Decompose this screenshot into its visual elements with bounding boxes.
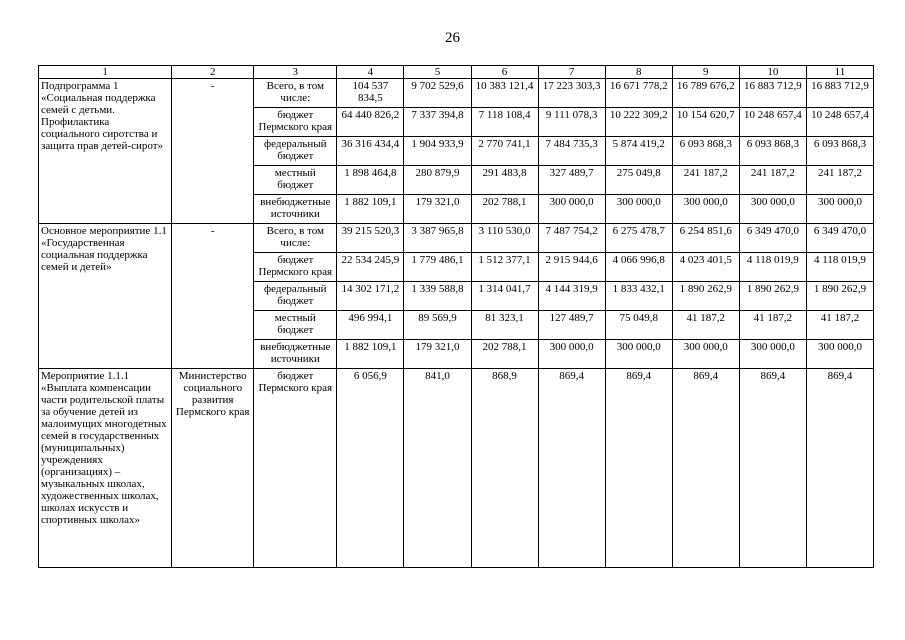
- amount-cell: 4 023 401,5: [672, 253, 739, 282]
- amount-cell: 280 879,9: [404, 166, 471, 195]
- column-header: 4: [337, 66, 404, 79]
- executor: -: [172, 224, 254, 369]
- amount-cell: 496 994,1: [337, 311, 404, 340]
- amount-cell: 6 254 851,6: [672, 224, 739, 253]
- amount-cell: 22 534 245,9: [337, 253, 404, 282]
- amount-cell: 5 874 419,2: [605, 137, 672, 166]
- amount-cell: 869,4: [538, 369, 605, 568]
- funding-source: местный бюджет: [254, 166, 337, 195]
- amount-cell: 17 223 303,3: [538, 79, 605, 108]
- amount-cell: 127 489,7: [538, 311, 605, 340]
- amount-cell: 1 890 262,9: [672, 282, 739, 311]
- amount-cell: 327 489,7: [538, 166, 605, 195]
- amount-cell: 300 000,0: [806, 195, 873, 224]
- amount-cell: 300 000,0: [672, 340, 739, 369]
- amount-cell: 868,9: [471, 369, 538, 568]
- funding-source: местный бюджет: [254, 311, 337, 340]
- column-header: 7: [538, 66, 605, 79]
- header-row: [39, 66, 874, 79]
- amount-cell: 41 187,2: [806, 311, 873, 340]
- amount-cell: 10 383 121,4: [471, 79, 538, 108]
- amount-cell: 104 537 834,5: [337, 79, 404, 108]
- funding-source: Всего, в том числе:: [254, 79, 337, 108]
- amount-cell: 10 248 657,4: [739, 108, 806, 137]
- amount-cell: 6 349 470,0: [806, 224, 873, 253]
- amount-cell: 7 487 754,2: [538, 224, 605, 253]
- amount-cell: 3 110 530,0: [471, 224, 538, 253]
- amount-cell: 41 187,2: [672, 311, 739, 340]
- amount-cell: 1 314 041,7: [471, 282, 538, 311]
- column-header: 2: [172, 66, 254, 79]
- funding-source: федеральный бюджет: [254, 137, 337, 166]
- column-header: 11: [806, 66, 873, 79]
- amount-cell: 16 883 712,9: [806, 79, 873, 108]
- amount-cell: 10 154 620,7: [672, 108, 739, 137]
- amount-cell: 291 483,8: [471, 166, 538, 195]
- amount-cell: 6 093 868,3: [672, 137, 739, 166]
- funding-source: бюджет Пермского края: [254, 108, 337, 137]
- budget-table: [38, 65, 874, 568]
- amount-cell: 16 671 778,2: [605, 79, 672, 108]
- amount-cell: 7 484 735,3: [538, 137, 605, 166]
- column-header: 3: [254, 66, 337, 79]
- amount-cell: 4 144 319,9: [538, 282, 605, 311]
- amount-cell: 64 440 826,2: [337, 108, 404, 137]
- column-header: 8: [605, 66, 672, 79]
- amount-cell: 3 387 965,8: [404, 224, 471, 253]
- amount-cell: 75 049,8: [605, 311, 672, 340]
- amount-cell: 275 049,8: [605, 166, 672, 195]
- amount-cell: 89 569,9: [404, 311, 471, 340]
- column-header: 9: [672, 66, 739, 79]
- amount-cell: 300 000,0: [672, 195, 739, 224]
- executor: Министерство социального развития Пермского края: [172, 369, 254, 568]
- amount-cell: 869,4: [806, 369, 873, 568]
- amount-cell: 179 321,0: [404, 195, 471, 224]
- amount-cell: 1 890 262,9: [739, 282, 806, 311]
- amount-cell: 300 000,0: [739, 340, 806, 369]
- amount-cell: 14 302 171,2: [337, 282, 404, 311]
- column-header: 10: [739, 66, 806, 79]
- amount-cell: 6 093 868,3: [739, 137, 806, 166]
- amount-cell: 1 898 464,8: [337, 166, 404, 195]
- amount-cell: 16 883 712,9: [739, 79, 806, 108]
- program-name: Мероприятие 1.1.1 «Выплата компенсации части родительской платы за обучение детей из малоимущих многодетных семей в государственных (муниципальных) учреждениях (организациях) – музыкальных школах, художественных школах, школах искусств и спортивных школах»: [39, 369, 172, 568]
- amount-cell: 179 321,0: [404, 340, 471, 369]
- amount-cell: 1 882 109,1: [337, 340, 404, 369]
- amount-cell: 9 111 078,3: [538, 108, 605, 137]
- amount-cell: 6 349 470,0: [739, 224, 806, 253]
- amount-cell: 1 904 933,9: [404, 137, 471, 166]
- funding-source: федеральный бюджет: [254, 282, 337, 311]
- amount-cell: 2 770 741,1: [471, 137, 538, 166]
- funding-source: внебюджетные источники: [254, 195, 337, 224]
- funding-source: внебюджетные источники: [254, 340, 337, 369]
- table-row: [39, 369, 874, 568]
- column-header: 5: [404, 66, 471, 79]
- executor: -: [172, 79, 254, 224]
- amount-cell: 241 187,2: [672, 166, 739, 195]
- amount-cell: 9 702 529,6: [404, 79, 471, 108]
- amount-cell: 300 000,0: [538, 195, 605, 224]
- amount-cell: 16 789 676,2: [672, 79, 739, 108]
- amount-cell: 300 000,0: [806, 340, 873, 369]
- amount-cell: 841,0: [404, 369, 471, 568]
- amount-cell: 869,4: [605, 369, 672, 568]
- amount-cell: 1 890 262,9: [806, 282, 873, 311]
- amount-cell: 4 118 019,9: [806, 253, 873, 282]
- amount-cell: 10 222 309,2: [605, 108, 672, 137]
- amount-cell: 202 788,1: [471, 195, 538, 224]
- column-header: 1: [39, 66, 172, 79]
- funding-source: бюджет Пермского края: [254, 253, 337, 282]
- amount-cell: 4 118 019,9: [739, 253, 806, 282]
- program-name: Подпрограмма 1 «Социальная поддержка семей с детьми. Профилактика социального сиротства и защита прав детей-сирот»: [39, 79, 172, 224]
- funding-source: бюджет Пермского края: [254, 369, 337, 568]
- amount-cell: 300 000,0: [739, 195, 806, 224]
- table-row: [39, 224, 874, 253]
- program-name: Основное мероприятие 1.1 «Государственная социальная поддержка семей и детей»: [39, 224, 172, 369]
- amount-cell: 2 915 944,6: [538, 253, 605, 282]
- amount-cell: 1 512 377,1: [471, 253, 538, 282]
- amount-cell: 869,4: [672, 369, 739, 568]
- amount-cell: 6 093 868,3: [806, 137, 873, 166]
- amount-cell: 7 118 108,4: [471, 108, 538, 137]
- table-row: [39, 79, 874, 108]
- amount-cell: 81 323,1: [471, 311, 538, 340]
- amount-cell: 869,4: [739, 369, 806, 568]
- amount-cell: 1 779 486,1: [404, 253, 471, 282]
- amount-cell: 1 882 109,1: [337, 195, 404, 224]
- amount-cell: 300 000,0: [538, 340, 605, 369]
- amount-cell: 36 316 434,4: [337, 137, 404, 166]
- amount-cell: 300 000,0: [605, 195, 672, 224]
- amount-cell: 41 187,2: [739, 311, 806, 340]
- page-number: 26: [445, 30, 460, 46]
- amount-cell: 241 187,2: [806, 166, 873, 195]
- funding-source: Всего, в том числе:: [254, 224, 337, 253]
- amount-cell: 202 788,1: [471, 340, 538, 369]
- amount-cell: 241 187,2: [739, 166, 806, 195]
- amount-cell: 1 833 432,1: [605, 282, 672, 311]
- amount-cell: 1 339 588,8: [404, 282, 471, 311]
- column-header: 6: [471, 66, 538, 79]
- amount-cell: 39 215 520,3: [337, 224, 404, 253]
- amount-cell: 300 000,0: [605, 340, 672, 369]
- amount-cell: 6 275 478,7: [605, 224, 672, 253]
- amount-cell: 6 056,9: [337, 369, 404, 568]
- amount-cell: 7 337 394,8: [404, 108, 471, 137]
- amount-cell: 10 248 657,4: [806, 108, 873, 137]
- amount-cell: 4 066 996,8: [605, 253, 672, 282]
